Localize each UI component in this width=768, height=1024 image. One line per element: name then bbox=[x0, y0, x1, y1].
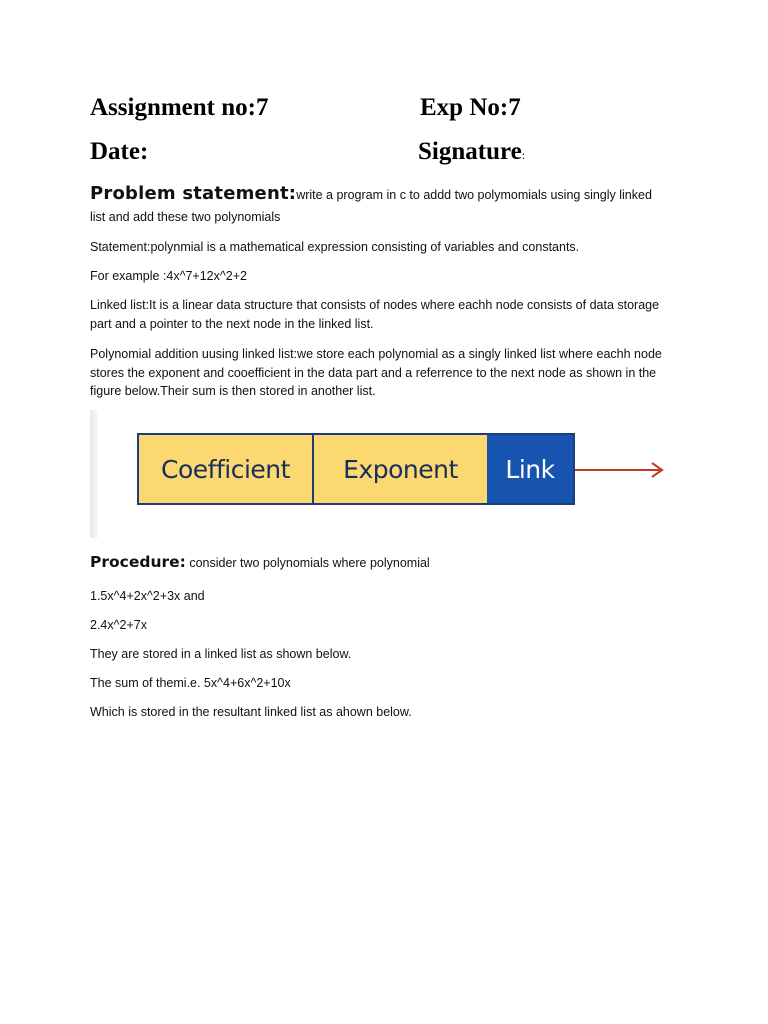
statement-paragraph: Statement:polynmial is a mathematical expression consisting of variables and constants. bbox=[90, 240, 580, 254]
problem-text-second: list and add these two polynomials bbox=[90, 210, 281, 224]
linked-list-paragraph: Linked list:It is a linear data structure that consists of nodes where eachh node consists of data storage part and a pointer to the next node in the linked list. bbox=[90, 298, 660, 331]
assignment-number: Assignment no:7 bbox=[90, 94, 269, 121]
coefficient-cell: Coefficient bbox=[139, 435, 314, 503]
signature-text: Signature bbox=[418, 138, 522, 165]
exponent-cell: Exponent bbox=[314, 435, 487, 503]
result-line: Which is stored in the resultant linked list as ahown below. bbox=[90, 705, 412, 719]
next-pointer-arrow-icon bbox=[575, 459, 675, 481]
stored-line: They are stored in a linked list as shown below. bbox=[90, 647, 352, 661]
date-label: Date: bbox=[90, 138, 149, 165]
signature-label bbox=[418, 138, 525, 166]
example-paragraph: For example :4x^7+12x^2+2 bbox=[90, 269, 247, 283]
experiment-number: Exp No:7 bbox=[420, 94, 521, 121]
polynomial-addition-paragraph: Polynomial addition uusing linked list:we store each polynomial as a singly linked list where eachh node stores the exponent and cooefficient in the data part and a referrence to the next node as shown in the figure below.Their sum is then stored in another list. bbox=[90, 347, 662, 398]
signature-colon: : bbox=[521, 148, 526, 162]
link-cell: Link bbox=[487, 435, 573, 503]
sum-line: The sum of themi.e. 5x^4+6x^2+10x bbox=[90, 676, 291, 690]
procedure-paragraph bbox=[90, 551, 680, 574]
procedure-text: consider two polynomials where polynomial bbox=[185, 556, 430, 570]
diagram-shade bbox=[90, 410, 98, 538]
polynomial-one: 1.5x^4+2x^2+3x and bbox=[90, 589, 205, 603]
problem-heading: Problem statement: bbox=[90, 183, 297, 204]
problem-statement bbox=[90, 183, 680, 228]
procedure-heading: Procedure: bbox=[90, 553, 186, 571]
node-box bbox=[137, 433, 575, 505]
linked-list-node-diagram bbox=[90, 410, 680, 538]
problem-text-first: write a program in c to addd two polymomials using singly linked bbox=[296, 188, 652, 202]
polynomial-two: 2.4x^2+7x bbox=[90, 618, 147, 632]
